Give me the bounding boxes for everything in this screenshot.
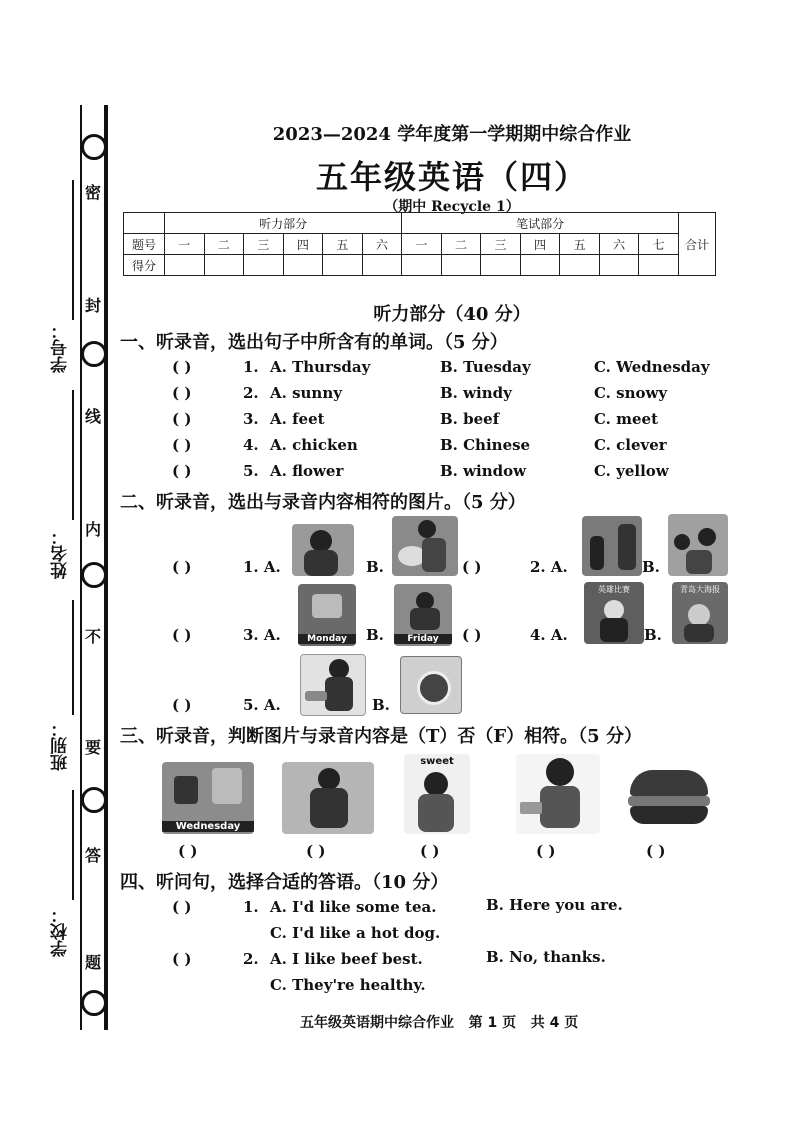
caption-sweet: sweet bbox=[420, 756, 454, 767]
answer-paren[interactable]: ( ) bbox=[462, 626, 482, 644]
seal-char: 内 bbox=[85, 520, 102, 539]
pic-label: 1. A. bbox=[243, 558, 281, 576]
seal-char: 封 bbox=[85, 296, 102, 315]
caption-monday: Monday bbox=[298, 634, 356, 644]
score-cell[interactable] bbox=[560, 255, 600, 276]
option-c[interactable]: C. Wednesday bbox=[594, 358, 710, 376]
pic-label: B. bbox=[642, 558, 660, 576]
score-cell[interactable] bbox=[599, 255, 639, 276]
score-cell[interactable] bbox=[165, 255, 205, 276]
total-header: 合计 bbox=[679, 213, 716, 276]
option-a[interactable]: A. flower bbox=[270, 462, 344, 480]
student-id-line[interactable] bbox=[72, 180, 74, 320]
question-number: 4. bbox=[243, 436, 259, 454]
score-cell[interactable] bbox=[283, 255, 323, 276]
question-number: 2. bbox=[243, 384, 259, 402]
student-id-label: 学号： bbox=[51, 322, 71, 373]
answer-paren[interactable]: ( ) bbox=[172, 410, 192, 428]
binding-hole bbox=[81, 990, 107, 1016]
question-number: 3. bbox=[243, 410, 259, 428]
picture-girl-reading[interactable] bbox=[516, 754, 600, 834]
picture-kids-group[interactable] bbox=[668, 514, 728, 576]
picture-girl-sweet[interactable] bbox=[404, 754, 470, 834]
option-b[interactable]: B. window bbox=[440, 462, 527, 480]
option-c[interactable]: C. I'd like a hot dog. bbox=[270, 924, 441, 942]
option-b[interactable]: B. beef bbox=[440, 410, 500, 428]
seal-char: 密 bbox=[85, 183, 102, 202]
binding-hole bbox=[81, 562, 107, 588]
col-header: 二 bbox=[204, 234, 244, 255]
answer-paren[interactable]: ( ) bbox=[172, 696, 192, 714]
col-header: 一 bbox=[165, 234, 205, 255]
col-header: 三 bbox=[481, 234, 521, 255]
score-cell[interactable] bbox=[441, 255, 481, 276]
tf-blank[interactable]: ( ) bbox=[306, 842, 326, 860]
name-label: 姓名： bbox=[51, 528, 71, 579]
tf-blank[interactable]: ( ) bbox=[420, 842, 440, 860]
tf-blank[interactable]: ( ) bbox=[536, 842, 556, 860]
picture-contest[interactable] bbox=[584, 582, 644, 644]
class-label: 班别： bbox=[51, 720, 71, 771]
option-a[interactable]: A. chicken bbox=[270, 436, 358, 454]
writing-header: 笔试部分 bbox=[402, 213, 679, 234]
exam-year-title: 2023—2024 学年度第一学期期中综合作业 bbox=[272, 124, 632, 145]
option-c[interactable]: C. clever bbox=[594, 436, 667, 454]
exam-main-title: 五年级英语（四） bbox=[315, 158, 588, 196]
col-header: 六 bbox=[362, 234, 402, 255]
option-b[interactable]: B. Chinese bbox=[440, 436, 531, 454]
answer-paren[interactable]: ( ) bbox=[462, 558, 482, 576]
col-header: 一 bbox=[402, 234, 442, 255]
score-cell[interactable] bbox=[244, 255, 284, 276]
question-number: 1. bbox=[243, 898, 259, 916]
section1-title: 一、听录音，选出句子中所含有的单词。（5 分） bbox=[120, 332, 508, 353]
picture-gym-class[interactable] bbox=[582, 516, 642, 576]
col-header: 六 bbox=[599, 234, 639, 255]
picture-washing[interactable] bbox=[300, 654, 366, 716]
section3-title: 三、听录音，判断图片与录音内容是（T）否（F）相符。（5 分） bbox=[120, 726, 642, 747]
option-c[interactable]: C. yellow bbox=[594, 462, 669, 480]
col-header: 四 bbox=[283, 234, 323, 255]
page-footer: 五年级英语期中综合作业 第 1 页 共 4 页 bbox=[300, 1015, 579, 1031]
school-label: 学校： bbox=[51, 906, 71, 957]
col-header: 五 bbox=[560, 234, 600, 255]
question-number: 5. bbox=[243, 462, 259, 480]
option-a[interactable]: A. I like beef best. bbox=[270, 950, 423, 968]
col-header: 二 bbox=[441, 234, 481, 255]
option-c[interactable]: C. They're healthy. bbox=[270, 976, 426, 994]
pic-label: B. bbox=[366, 558, 384, 576]
seal-char: 要 bbox=[85, 738, 102, 757]
option-c[interactable]: C. meet bbox=[594, 410, 659, 428]
pic-label: B. bbox=[372, 696, 390, 714]
row-label-score: 得分 bbox=[124, 255, 165, 276]
listening-part-title: 听力部分（40 分） bbox=[373, 304, 531, 325]
answer-paren[interactable]: ( ) bbox=[172, 950, 192, 968]
answer-paren[interactable]: ( ) bbox=[172, 558, 192, 576]
name-line[interactable] bbox=[72, 390, 74, 520]
col-header: 七 bbox=[639, 234, 679, 255]
caption-poster: 青岛大海报 bbox=[680, 585, 720, 594]
answer-paren[interactable]: ( ) bbox=[172, 436, 192, 454]
binding-line-left bbox=[80, 105, 82, 1030]
option-b[interactable]: B. Tuesday bbox=[440, 358, 531, 376]
score-cell[interactable] bbox=[520, 255, 560, 276]
picture-monday[interactable] bbox=[298, 584, 356, 646]
section2-title: 二、听录音，选出与录音内容相符的图片。（5 分） bbox=[120, 492, 526, 513]
option-a[interactable]: A. feet bbox=[270, 410, 325, 428]
binding-hole bbox=[81, 134, 107, 160]
binding-hole bbox=[81, 341, 107, 367]
col-header: 三 bbox=[244, 234, 284, 255]
answer-paren[interactable]: ( ) bbox=[172, 626, 192, 644]
picture-washing-machine[interactable] bbox=[400, 656, 462, 714]
picture-boy-eating[interactable] bbox=[292, 524, 354, 576]
pic-label: 2. A. bbox=[530, 558, 568, 576]
seal-char: 不 bbox=[85, 627, 102, 646]
score-cell[interactable] bbox=[362, 255, 402, 276]
table-corner bbox=[124, 213, 165, 234]
school-line[interactable] bbox=[72, 790, 74, 900]
class-line[interactable] bbox=[72, 600, 74, 715]
caption-wednesday: Wednesday bbox=[162, 821, 254, 832]
seal-char: 线 bbox=[85, 407, 102, 426]
pic-label: 4. A. bbox=[530, 626, 568, 644]
option-c[interactable]: C. snowy bbox=[594, 384, 668, 402]
caption-contest: 英雄比赛 bbox=[598, 585, 630, 594]
seal-char: 题 bbox=[85, 953, 102, 972]
option-b[interactable]: B. windy bbox=[440, 384, 512, 402]
tf-blank[interactable]: ( ) bbox=[646, 842, 666, 860]
score-table bbox=[123, 212, 716, 276]
option-b[interactable]: B. Here you are. bbox=[486, 896, 623, 914]
score-cell[interactable] bbox=[323, 255, 363, 276]
col-header: 四 bbox=[520, 234, 560, 255]
pic-label: 5. A. bbox=[243, 696, 281, 714]
score-cell[interactable] bbox=[204, 255, 244, 276]
question-number: 1. bbox=[243, 358, 259, 376]
exam-subtitle: （期中 Recycle 1） bbox=[384, 199, 520, 215]
picture-wednesday[interactable] bbox=[162, 762, 254, 834]
answer-paren[interactable]: ( ) bbox=[172, 358, 192, 376]
picture-poster[interactable] bbox=[672, 582, 728, 644]
col-header: 五 bbox=[323, 234, 363, 255]
pic-label: B. bbox=[644, 626, 662, 644]
option-a[interactable]: A. I'd like some tea. bbox=[270, 898, 437, 916]
listening-header: 听力部分 bbox=[165, 213, 402, 234]
picture-friday[interactable] bbox=[394, 584, 452, 646]
row-label-number: 题号 bbox=[124, 234, 165, 255]
caption-friday: Friday bbox=[394, 634, 452, 644]
question-number: 2. bbox=[243, 950, 259, 968]
picture-boy-reading[interactable] bbox=[282, 762, 374, 834]
answer-paren[interactable]: ( ) bbox=[172, 384, 192, 402]
score-cell[interactable] bbox=[639, 255, 679, 276]
picture-hamburger[interactable] bbox=[626, 770, 712, 826]
option-a[interactable]: A. sunny bbox=[270, 384, 342, 402]
seal-char: 答 bbox=[85, 846, 102, 865]
score-cell[interactable] bbox=[402, 255, 442, 276]
tf-blank[interactable]: ( ) bbox=[178, 842, 198, 860]
picture-girl-table[interactable] bbox=[392, 516, 458, 576]
score-cell[interactable] bbox=[481, 255, 521, 276]
answer-paren[interactable]: ( ) bbox=[172, 462, 192, 480]
option-a[interactable]: A. Thursday bbox=[270, 358, 371, 376]
pic-label: 3. A. bbox=[243, 626, 281, 644]
option-b[interactable]: B. No, thanks. bbox=[486, 948, 606, 966]
pic-label: B. bbox=[366, 626, 384, 644]
binding-hole bbox=[81, 787, 107, 813]
section4-title: 四、听问句，选择合适的答语。（10 分） bbox=[120, 872, 449, 893]
answer-paren[interactable]: ( ) bbox=[172, 898, 192, 916]
